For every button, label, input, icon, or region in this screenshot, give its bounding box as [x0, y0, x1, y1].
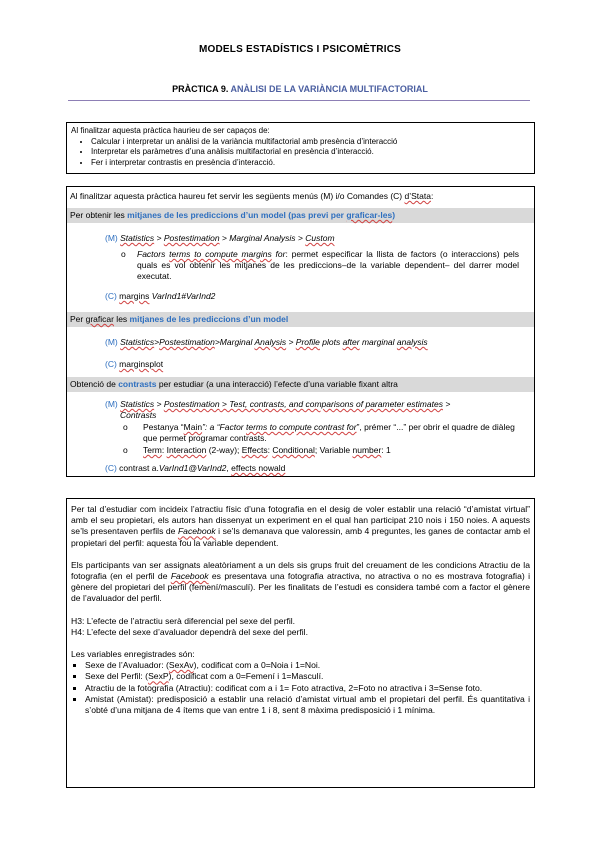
s3-note-1-d: terms to compute contrast for	[246, 422, 357, 432]
s1-menu-a: Statistics	[120, 233, 155, 243]
s2-heading-a: Per	[70, 314, 86, 324]
s3-heading-c: per estudiar (a una interacció) l’efecte d’una variable fixant altra	[156, 379, 398, 389]
s1-note-a: Factors	[137, 249, 170, 259]
objective-item: • Interpretar els paràmetres d’una anàlisis multifactorial en presència d’interacció.	[91, 147, 534, 158]
s1-menu-e: Custom	[305, 233, 335, 243]
s3-command-d: effects nowald	[231, 463, 286, 473]
section-heading-margins	[67, 208, 534, 223]
s1-bullet: o	[121, 249, 126, 259]
s2-command-prefix: (C)	[105, 359, 120, 369]
section-heading-contrasts	[67, 377, 534, 392]
p1-text-c: i se’ls demanava que valoressin, amb 4 preguntes, les ganes de contactar amb el propietari del perfil: aquesta fou la variable dependent.	[71, 526, 530, 548]
practice-heading	[0, 84, 600, 94]
p2-text-a: Els participants van ser assignats aleatòriament a un dels sis grups fruit del creuament de les condicions Atractiu de la fotografia (en el perfil de	[71, 559, 530, 582]
s1-heading-d: )	[392, 210, 396, 220]
s1-menu-path	[105, 233, 335, 243]
s2-menu-g: Profile	[295, 337, 320, 347]
s2-menu-a: Statistics	[120, 337, 155, 347]
s2-heading-b: graficar	[85, 314, 114, 324]
s2-menu-h: plots	[319, 337, 343, 347]
s3-menu-prefix: (M)	[105, 399, 121, 409]
s1-note-c: for	[271, 249, 286, 259]
v1-text-c: ), codificat com a 0=Noia i 1=Noi.	[193, 660, 321, 671]
s3-note-1-b: Main	[183, 422, 203, 432]
menus-intro-colon: :	[430, 191, 434, 201]
s1-note-b: terms to compute margins	[169, 249, 272, 259]
s3-menu-b: >	[154, 399, 164, 409]
s2-menu-e: Analysis	[254, 337, 287, 347]
s1-menu-d: > Marginal Analysis >	[219, 233, 306, 243]
objective-item: • Fer i interpretar contrastis en presència d’interacció.	[91, 158, 534, 169]
s3-note-2-b: :	[161, 445, 167, 455]
objectives-list	[71, 137, 534, 169]
s1-command-b: VarInd1#VarInd2	[149, 291, 216, 301]
s1-note	[137, 249, 519, 282]
p1-text-a: Per tal d’estudiar com incideix l’atractiu físic d’una fotografia en el desig de voler establir una relació “d’amistat virtual” amb el seu propietari, els autors han dissenyat un experiment en el qual han participat 210 nois i 150 noies. A aquests se’ls presentaven perfils de	[71, 504, 530, 537]
s2-menu-prefix: (M)	[105, 337, 121, 347]
s3-command	[105, 463, 285, 473]
header-divider	[68, 100, 530, 101]
objective-item: • Calcular i interpretar un anàlisi de la variància multifactorial amb presència d’interacció	[91, 137, 534, 148]
variable-item: ▪ Amistat (Amistat): predisposició a establir una relació d’amistat virtual amb el propietari del perfil. És quantitativa i s’obté d’una mitjana de 4 ítems que van entre 1 i 8, sent 8 màxima predisposició i 1 mínima.	[85, 694, 530, 716]
v2-code: SexP	[148, 671, 169, 682]
s3-note-2-a: Term	[143, 445, 162, 455]
section-heading-marginsplot	[67, 312, 534, 327]
s2-menu-b: >	[154, 337, 160, 347]
s1-menu-b: >	[154, 233, 164, 243]
s2-menu-k: analysis	[396, 337, 428, 347]
practice-topic: ANÀLISI DE LA VARIÀNCIA MULTIFACTORIAL	[230, 84, 428, 94]
s2-menu-f: >	[286, 337, 296, 347]
s2-command	[105, 359, 163, 369]
s3-note-2-i: number	[352, 445, 382, 455]
p2-facebook: Facebook	[170, 571, 209, 582]
s3-menu-c: Postestimation	[163, 399, 220, 409]
v2-text-a: Sexe del Perfil: (	[85, 671, 149, 682]
s1-note-d: : permet especificar la llista de factors (o interaccions) pels quals es vol obtenir les mitjanes de les prediccions–de la variable dependent– del darrer model executat.	[137, 249, 519, 281]
s3-heading-a: Obtenció de	[70, 379, 119, 389]
s3-note-2-f: :	[267, 445, 273, 455]
s3-note-2-e: Effects	[241, 445, 268, 455]
s3-note-2-d: (2-way);	[206, 445, 242, 455]
hypothesis-h3: H3: L’efecte de l’atractiu serà diferencial pel sexe del perfil.	[71, 615, 296, 626]
s3-bullet-2: o	[123, 445, 128, 455]
s1-heading-b: mitjanes de les prediccions d’un model (pas previ per	[127, 210, 347, 220]
s3-note-2-h: ; Variable	[314, 445, 353, 455]
study-box	[66, 498, 535, 788]
variable-item	[85, 660, 530, 671]
s3-note-1-a: Pestanya “	[143, 422, 184, 432]
variables-title: Les variables enregistrades són:	[71, 649, 195, 660]
s3-note-1-e: ”, prémer “...” per obrir el quadre de diàleg que permet programar contrasts.	[143, 422, 515, 443]
hypothesis-h4: H4: L’efecte del sexe d’avaluador dependrà del sexe del perfil.	[71, 626, 308, 637]
s3-command-a: contrast a.	[119, 463, 159, 473]
s3-menu-path	[105, 399, 531, 421]
s3-note-2-j: : 1	[381, 445, 391, 455]
menus-box	[66, 186, 535, 477]
s2-menu-j: marginal	[359, 337, 397, 347]
p2-text-c: es presentava una fotografia atractiva, no atractiva o no es mostrava fotografia) i gènere del propietari del perfil (femení/masculí). Per les finalitats de l’estudi es considera també com a factor el gènere de l’avaluador del perfil.	[71, 571, 530, 604]
s1-heading-c: graficar-les	[346, 210, 393, 220]
s2-menu-i: after	[342, 337, 360, 347]
s3-menu-e: >	[442, 399, 451, 409]
practice-label: PRÀCTICA 9.	[172, 84, 229, 94]
study-paragraph-2	[71, 560, 530, 605]
objectives-intro: Al finalitzar aquesta pràctica haurieu de ser capaços de:	[71, 126, 270, 135]
variable-item	[85, 671, 530, 682]
s1-command-prefix: (C)	[105, 291, 120, 301]
p1-facebook: Facebook	[177, 526, 216, 537]
document-title: MODELS ESTADÍSTICS I PSICOMÈTRICS	[199, 44, 401, 55]
menus-intro-stata: d’Stata	[404, 191, 431, 201]
s3-command-c: ,	[226, 463, 232, 473]
v1-code: SexAv	[168, 660, 194, 671]
s1-menu-prefix: (M)	[105, 233, 121, 243]
s3-command-prefix: (C)	[105, 463, 120, 473]
s2-menu-d: >Marginal	[214, 337, 255, 347]
menus-intro	[67, 191, 534, 201]
s3-note-2-c: Interaction	[166, 445, 207, 455]
s3-command-b: VarInd1@VarInd2	[158, 463, 227, 473]
s3-note-1	[143, 422, 523, 444]
menus-intro-text: Al finalitzar aquesta pràctica haureu fet servir les següents menús (M) i/o Comandes (C)	[70, 191, 405, 201]
s3-menu-a: Statistics	[120, 399, 155, 409]
variables-list	[71, 660, 530, 716]
s3-note-2	[143, 445, 391, 455]
variable-item: ▪ Atractiu de la fotografia (Atractiu): codificat com a i 1= Foto atractiva, 2=Foto no atractiva i 3=Sense foto.	[85, 683, 530, 694]
objectives-box	[66, 122, 535, 174]
v2-text-c: ), codificat com a 0=Femení i 1=Masculí.	[168, 671, 324, 682]
s2-menu-c: Postestimation	[159, 337, 215, 347]
s2-menu-path	[105, 337, 428, 347]
s3-note-1-c: ”: a “Factor	[202, 422, 247, 432]
s1-command	[105, 291, 215, 301]
s2-command-a: marginsplot	[119, 359, 164, 369]
v1-text-a: Sexe de l’Avaluador: (	[85, 660, 169, 671]
s3-menu-d: > Test, contrasts, and comparisons of parameter estimates	[219, 399, 443, 409]
study-paragraph-1	[71, 504, 530, 549]
s1-command-a: margins	[119, 291, 150, 301]
s3-menu-f: Contrasts	[120, 410, 157, 420]
s2-heading-c: les	[113, 314, 130, 324]
s3-note-2-g: Conditional	[272, 445, 315, 455]
s1-menu-c: Postestimation	[163, 233, 220, 243]
s1-heading-a: Per obtenir les	[70, 210, 128, 220]
s2-heading-d: mitjanes de les prediccions d’un model	[129, 314, 289, 324]
s3-bullet-1: o	[123, 422, 128, 432]
s3-heading-b: contrasts	[118, 379, 157, 389]
